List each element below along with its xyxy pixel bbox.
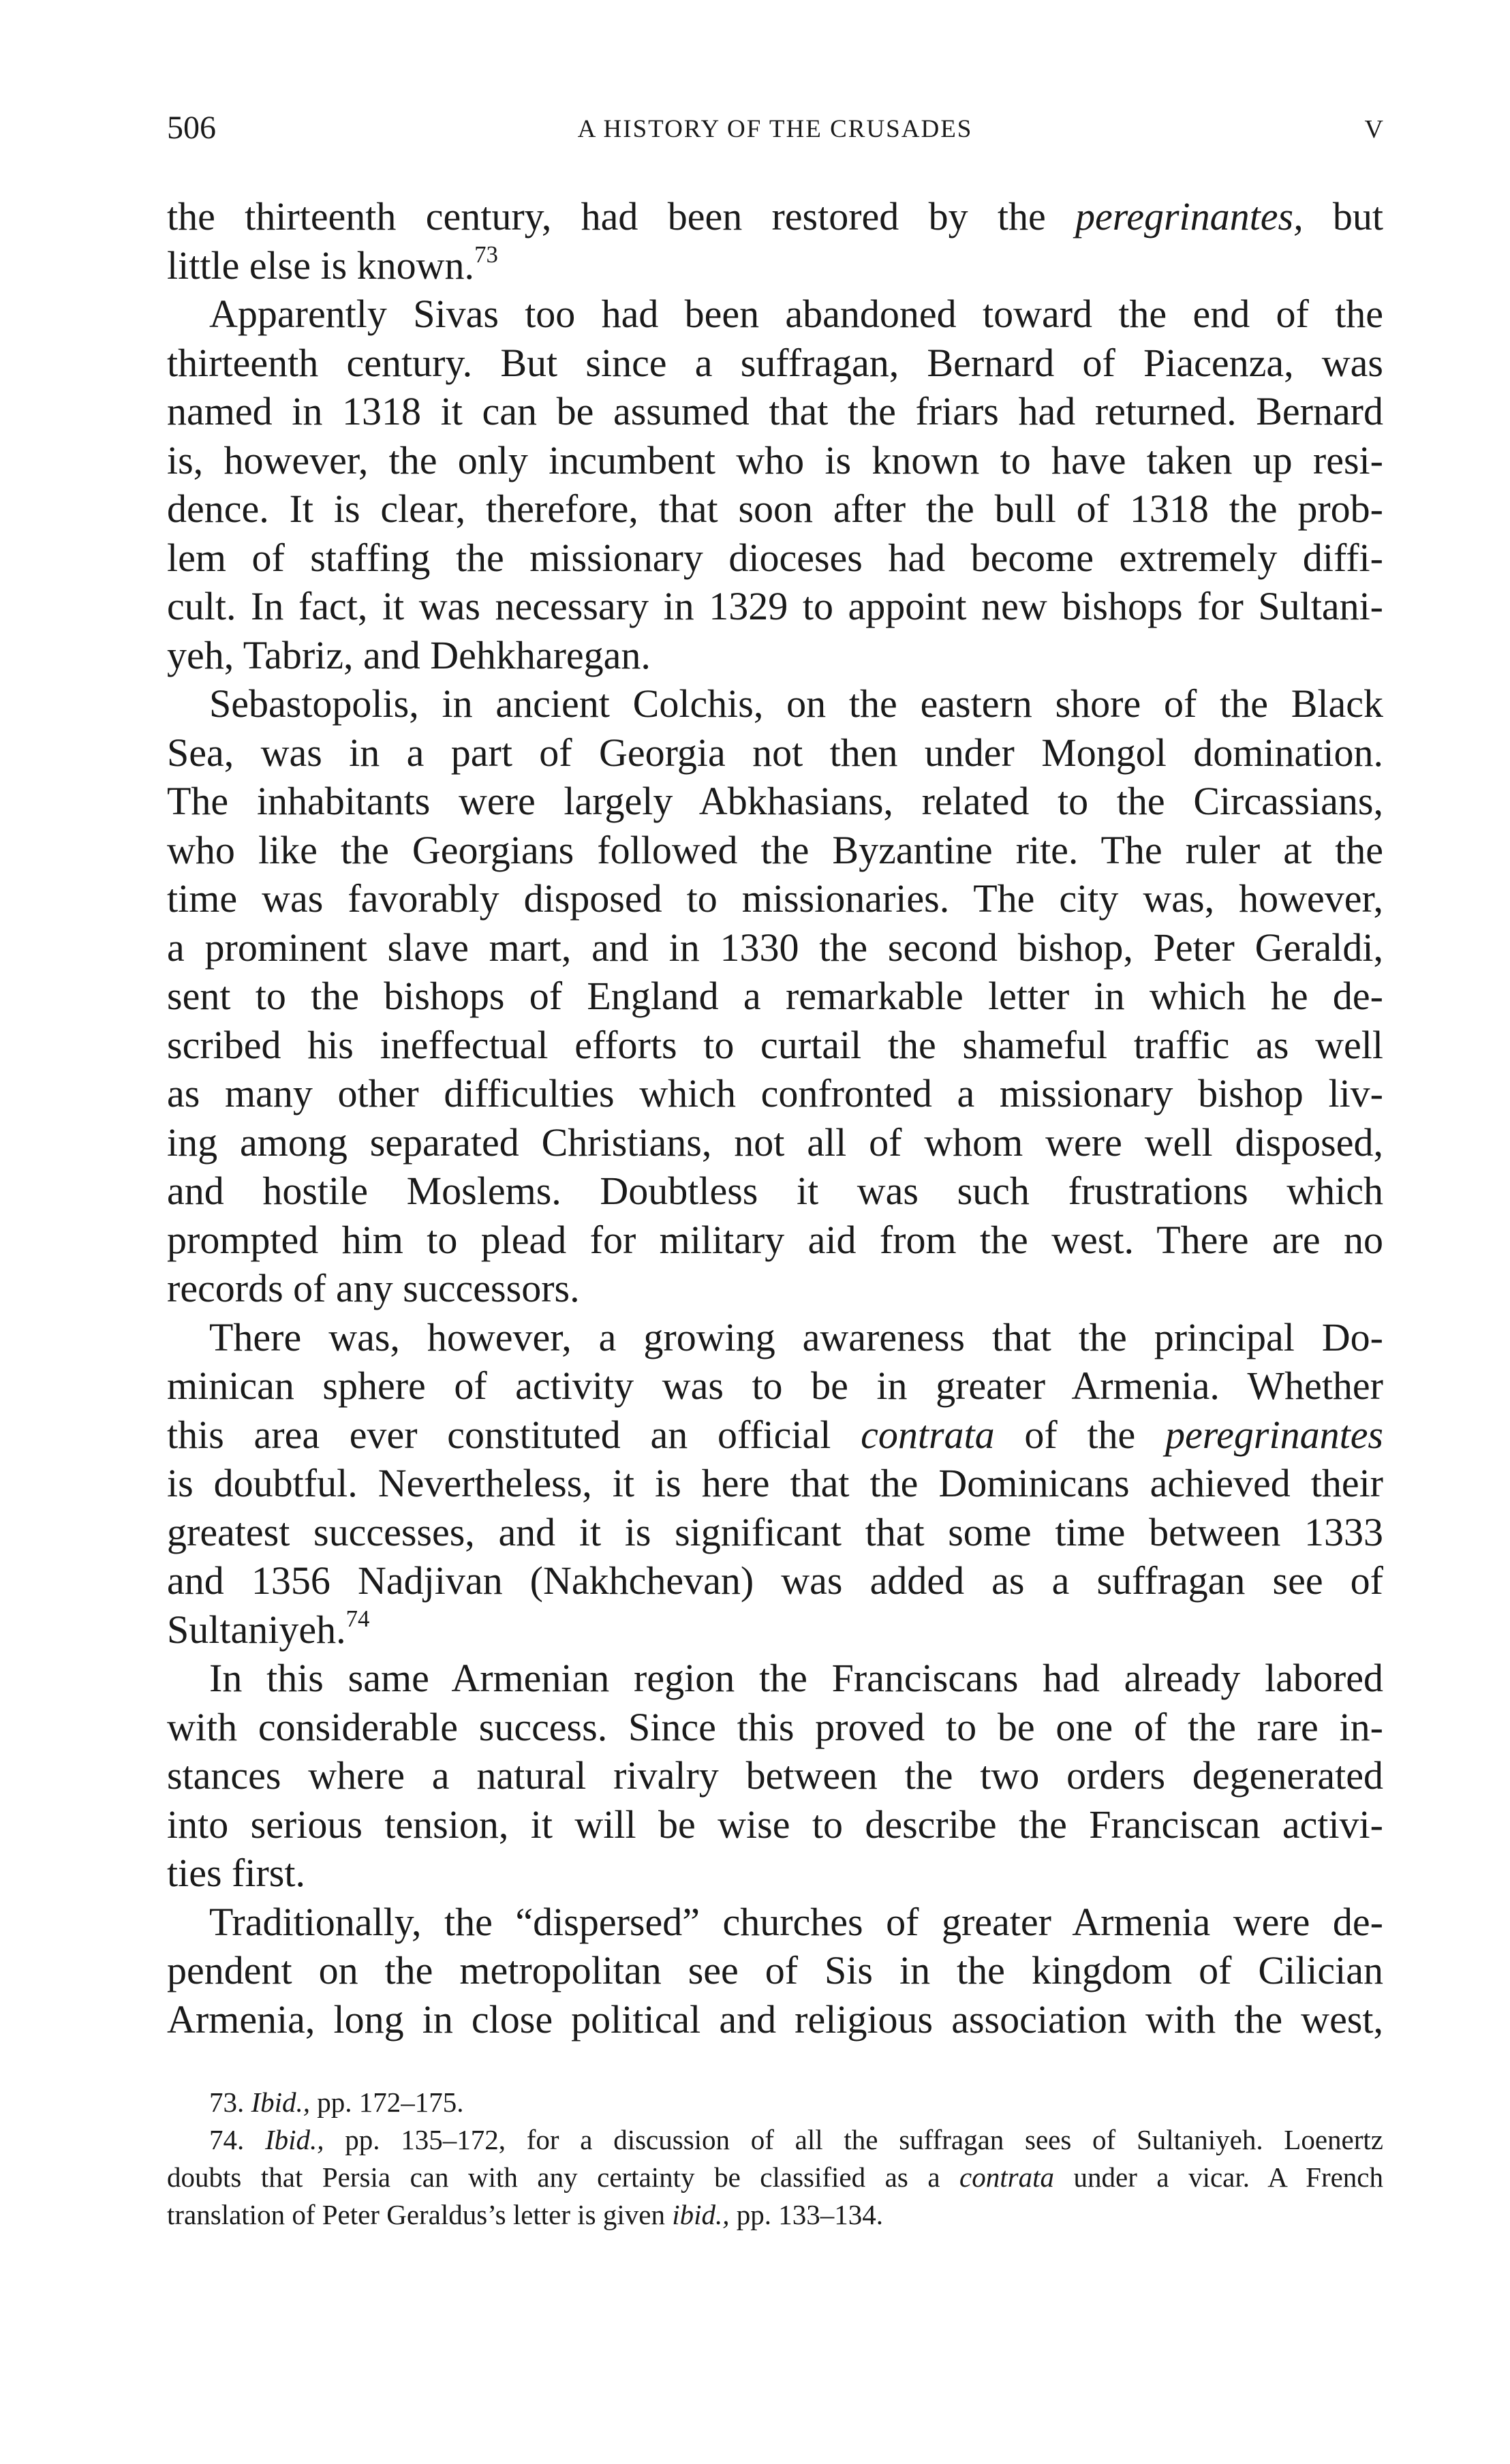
text-line: the thirteenth century, had been restored by the peregrinantes, but <box>167 194 1383 238</box>
footnote-74 <box>167 2121 1383 2234</box>
footnote-number: 73. <box>209 2086 245 2118</box>
text-line: is, however, the only incumbent who is known to have taken up resi- <box>167 437 1383 482</box>
text-line: Traditionally, the “dispersed” churches of greater Armenia were de- <box>209 1899 1383 1944</box>
text-line: scribed his ineffectual efforts to curtail the shameful traffic as well <box>167 1022 1383 1067</box>
footnote-ref-74[interactable]: 74 <box>345 1605 370 1632</box>
footnote-line: translation of Peter Geraldus’s letter is given ibid., pp. 133–134. <box>167 2199 884 2230</box>
running-title: A HISTORY OF THE CRUSADES <box>577 115 973 143</box>
running-header <box>167 109 1383 157</box>
main-text <box>167 192 1383 2044</box>
paragraph <box>167 679 1383 1313</box>
footnote-line: doubts that Persia can with any certainty be classified as a contrata under a vicar. A French <box>167 2161 1383 2193</box>
text-line: is doubtful. Nevertheless, it is here that the Dominicans achieved their <box>167 1461 1383 1505</box>
footnote-ref-73[interactable]: 73 <box>474 241 498 268</box>
text-line: this area ever constituted an official contrata of the peregrinantes <box>167 1412 1384 1457</box>
footnote-line: 73. Ibid., pp. 172–175. <box>209 2086 464 2118</box>
page-number: 506 <box>167 110 216 146</box>
text-line: who like the Georgians followed the Byzantine rite. The ruler at the <box>167 827 1383 872</box>
text-line: and hostile Moslems. Doubtless it was such frustrations which <box>167 1169 1383 1213</box>
text-line: records of any successors. <box>167 1266 580 1310</box>
text-line: There was, however, a growing awareness that the principal Do- <box>209 1314 1383 1359</box>
text-line: into serious tension, it will be wise to describe the Franciscan activi- <box>167 1802 1383 1847</box>
text-line: lem of staffing the missionary dioceses had become extremely diffi- <box>167 535 1383 580</box>
text-line: thirteenth century. But since a suffragan, Bernard of Piacenza, was <box>167 340 1383 385</box>
text-line: and 1356 Nadjivan (Nakhchevan) was added as a suffragan see of <box>167 1558 1383 1603</box>
text-line: Sultaniyeh.$^{74}$ <box>167 1605 370 1652</box>
footnote-line: 74. Ibid., pp. 135–172, for a discussion of all the suffragan sees of Sultaniyeh. Loenertz <box>209 2124 1383 2155</box>
footnotes <box>167 2084 1383 2234</box>
text-line: cult. In fact, it was necessary in 1329 to appoint new bishops for Sultani- <box>167 584 1383 628</box>
text-line: Armenia, long in close political and religious association with the west, <box>167 1997 1383 2042</box>
text-line: as many other difficulties which confronted a missionary bishop liv- <box>167 1071 1383 1115</box>
text-line: ing among separated Christians, not all of whom were well disposed, <box>167 1120 1383 1165</box>
paragraph <box>167 290 1383 679</box>
text-line: greatest successes, and it is significant that some time between 1333 <box>167 1509 1383 1554</box>
text-line: with considerable success. Since this proved to be one of the rare in- <box>167 1704 1383 1749</box>
paragraph <box>167 192 1383 290</box>
footnote-number: 74. <box>209 2124 245 2155</box>
text-line: sent to the bishops of England a remarkable letter in which he de- <box>167 974 1383 1018</box>
paragraph <box>167 1654 1383 1898</box>
paragraph <box>167 1313 1383 1654</box>
text-line: named in 1318 it can be assumed that the friars had returned. Bernard <box>167 389 1383 433</box>
text-line: Sebastopolis, in ancient Colchis, on the eastern shore of the Black <box>209 681 1383 726</box>
text-line: In this same Armenian region the Franciscans had already labored <box>209 1656 1383 1700</box>
text-line: little else is known.$^{73}$ <box>167 241 498 288</box>
text-line: Sea, was in a part of Georgia not then under Mongol domination. <box>167 730 1383 775</box>
italic-term: peregrinantes, <box>1075 194 1304 238</box>
text-line: minican sphere of activity was to be in greater Armenia. Whether <box>167 1364 1383 1408</box>
italic-term: contrata <box>861 1412 995 1457</box>
text-line: The inhabitants were largely Abkhasians, related to the Circassians, <box>167 779 1383 823</box>
text-line: a prominent slave mart, and in 1330 the second bishop, Peter Geraldi, <box>167 925 1383 970</box>
text-line: yeh, Tabriz, and Dehkharegan. <box>167 632 651 677</box>
italic-term: peregrinantes <box>1165 1412 1384 1457</box>
paragraph <box>167 1898 1383 2044</box>
text-line: Apparently Sivas too had been abandoned toward the end of the <box>209 292 1383 336</box>
text-line: pendent on the metropolitan see of Sis in the kingdom of Cilician <box>167 1948 1383 1992</box>
text-line: time was favorably disposed to missionaries. The city was, however, <box>167 876 1383 921</box>
text-line: stances where a natural rivalry between the two orders degenerated <box>167 1753 1383 1798</box>
text-line: ties first. <box>167 1851 305 1895</box>
text-line: prompted him to plead for military aid from the west. There are no <box>167 1217 1383 1262</box>
text-line: dence. It is clear, therefore, that soon after the bull of 1318 the prob- <box>167 487 1383 531</box>
section-number: V <box>1364 115 1383 144</box>
footnote-73 <box>167 2084 1383 2121</box>
